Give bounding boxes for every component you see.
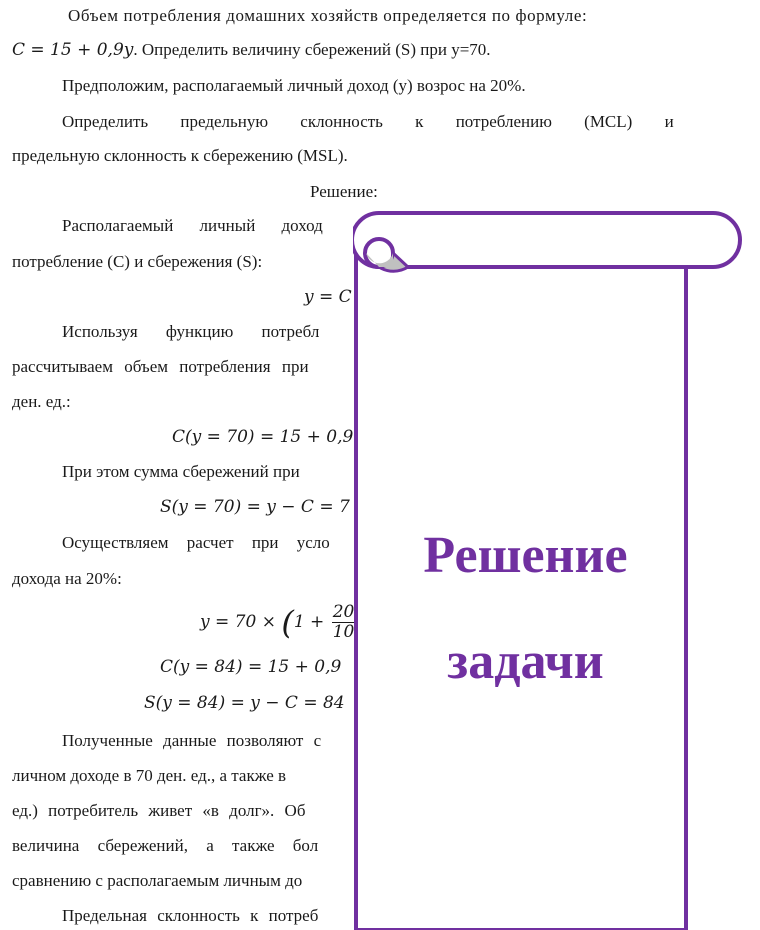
paragraph-4-line-1	[62, 216, 323, 236]
paragraph-2	[62, 76, 526, 96]
paragraph-4-line-2	[12, 252, 262, 272]
eq2-text: C(y = 70) = 15 + 0,9	[172, 427, 354, 447]
paragraph-8-line-3	[12, 801, 305, 821]
eq4-numerator: 20	[332, 602, 355, 622]
p1-line1-text: Объем потребления домашних хозяйств определяется по формуле:	[68, 6, 588, 25]
equation-3	[160, 497, 350, 517]
p8-line4-text: величина сбережений, а также бол	[12, 836, 319, 855]
eq5-text: C(y = 84) = 15 + 0,9	[160, 657, 342, 677]
eq4-left: y = 70 ×	[200, 612, 282, 632]
paragraph-8-line-5	[12, 871, 302, 891]
p3-line1-text: Определить предельную склонность к потреблению (MCL) и	[62, 112, 674, 131]
eq4-fraction	[332, 603, 356, 642]
p4-line1-text: Располагаемый личный доход	[62, 216, 323, 235]
paragraph-5-line-3	[12, 392, 71, 412]
equation-5	[160, 657, 341, 677]
p1-line2-text: . Определить величину сбережений (S) при y=70.	[133, 40, 491, 59]
eq1-text: y = C	[304, 287, 352, 307]
paragraph-7-line-2	[12, 569, 122, 589]
scroll-title-line-2: задачи	[447, 633, 604, 690]
p7-line1-text: Осуществляем расчет при усло	[62, 533, 330, 552]
equation-6	[144, 693, 345, 713]
paragraph-8-line-4	[12, 836, 318, 856]
p8-line2-text: личном доходе в 70 ден. ед., а также в	[12, 766, 287, 785]
paragraph-5-line-1	[62, 322, 319, 342]
paragraph-7-line-1	[62, 533, 330, 553]
p2-text: Предположим, располагаемый личный доход (y) возрос на 20%.	[62, 76, 526, 95]
p4-line2-text: потребление (C) и сбережения (S):	[12, 252, 263, 271]
paragraph-1-line-2	[12, 40, 491, 60]
eq4-denominator: 10	[332, 622, 355, 642]
p8-line1-text: Полученные данные позволяют с	[62, 731, 322, 750]
solution-heading	[310, 182, 378, 202]
p7-line2-text: дохода на 20%:	[12, 569, 122, 588]
consumption-formula: C = 15 + 0,9y	[12, 40, 134, 60]
p9-line1-text: Предельная склонность к потреб	[62, 906, 319, 925]
paragraph-8-line-2	[12, 766, 286, 786]
paragraph-6	[62, 462, 300, 482]
scroll-title-line-1: Решение	[423, 527, 628, 584]
paragraph-1-line-1	[68, 6, 688, 26]
eq3-text: S(y = 70) = y − C = 7	[160, 497, 350, 517]
p8-line5-text: сравнению с располагаемым личным до	[12, 871, 303, 890]
paragraph-3-line-2	[12, 146, 348, 166]
p6-text: При этом сумма сбережений при	[62, 462, 300, 481]
p3-line2-text: предельную склонность к сбережению (MSL).	[12, 146, 348, 165]
eq4-paren: (	[281, 603, 294, 642]
scroll-banner	[353, 208, 745, 930]
equation-2	[172, 427, 353, 447]
p5-line3-text: ден. ед.:	[12, 392, 71, 411]
paragraph-3-line-1	[62, 112, 690, 132]
p8-line3-text: ед.) потребитель живет «в долг». Об	[12, 801, 306, 820]
eq6-text: S(y = 84) = y − C = 84	[144, 693, 345, 713]
equation-4: y = 70 × (1 + $\frac{20}{10}$	[200, 602, 355, 642]
paragraph-9-line-1	[62, 906, 318, 926]
p5-line2-text: рассчитываем объем потребления при	[12, 357, 309, 376]
p5-line1-text: Используя функцию потребл	[62, 322, 320, 341]
paragraph-8-line-1	[62, 731, 321, 751]
paragraph-5-line-2	[12, 357, 309, 377]
heading-text: Решение:	[310, 182, 378, 201]
equation-1	[304, 287, 352, 307]
